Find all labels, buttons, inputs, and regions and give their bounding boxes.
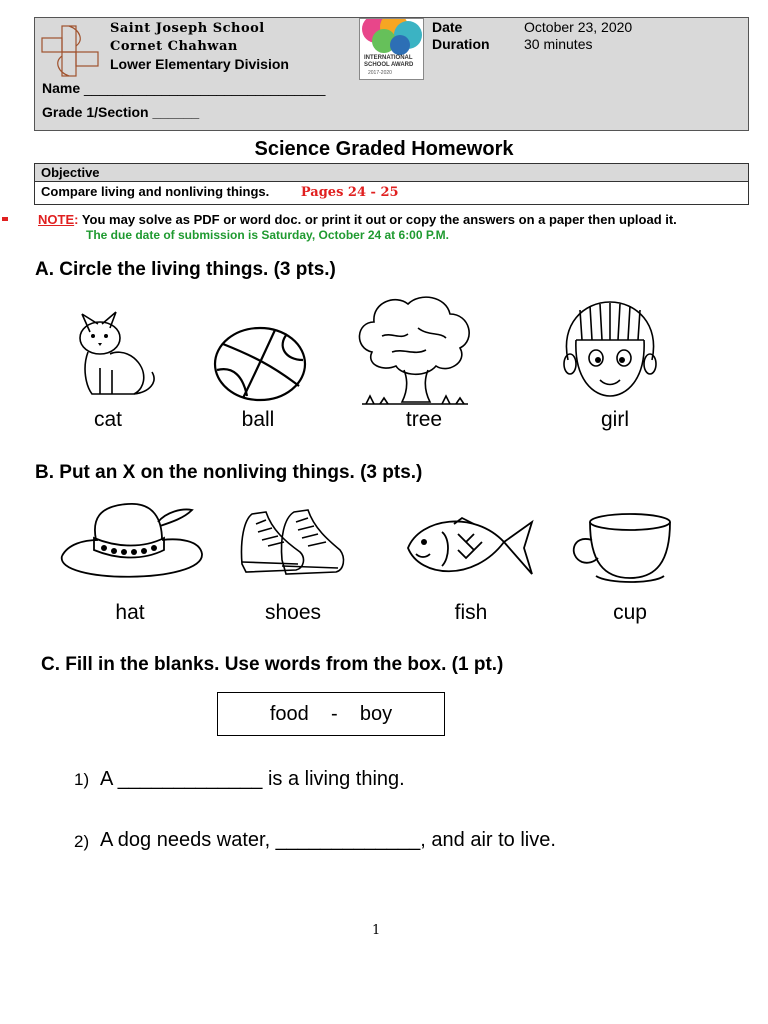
duration-value: 30 minutes (524, 36, 593, 52)
note-line (38, 212, 677, 227)
item-label-ball: ball (241, 408, 275, 431)
cat-icon (74, 308, 160, 400)
item-label-cup: cup (613, 601, 647, 624)
note-colon: : (74, 212, 79, 227)
hat-icon (58, 500, 206, 594)
school-location: Cornet Chahwan (110, 39, 238, 54)
item-label-girl: girl (600, 408, 629, 431)
due-date: The due date of submission is Saturday, October 24 at 6:00 P.M. (86, 228, 449, 242)
page-number: 1 (372, 923, 381, 938)
ball-icon (213, 326, 307, 402)
duration-label: Duration (432, 36, 490, 52)
question-2-number: 2) (74, 832, 90, 851)
objective-pages: Pages 24 - 25 (300, 185, 399, 200)
objective-text: Compare living and nonliving things. (41, 184, 270, 199)
division-label: Lower Elementary Division (110, 56, 289, 72)
item-label-tree: tree (405, 408, 443, 431)
name-label: Name (42, 80, 81, 96)
item-label-cat: cat (93, 408, 122, 431)
item-label-shoes: shoes (264, 601, 322, 624)
award-text: INTERNATIONAL SCHOOL AWARD (364, 55, 414, 68)
shoes-icon (236, 500, 348, 588)
item-label-hat: hat (115, 601, 145, 624)
objective-header: Objective (35, 164, 748, 182)
objective-table (34, 163, 749, 205)
objective-row (35, 182, 748, 204)
name-blank: _______________________________ (84, 80, 326, 96)
school-logo-icon (40, 24, 102, 80)
question-2-text: A dog needs water, _____________, and air to live. (100, 829, 556, 851)
question-1-text: A _____________ is a living thing. (100, 768, 405, 790)
tree-icon (352, 292, 478, 408)
section-b-heading: B. Put an X on the nonliving things. (3 pts.) (35, 462, 423, 483)
cup-icon (568, 512, 674, 588)
section-a-heading: A. Circle the living things. (3 pts.) (35, 259, 336, 280)
word-box: food - boy (217, 692, 445, 736)
page-title: Science Graded Homework (254, 138, 514, 160)
section-c-heading: C. Fill in the blanks. Use words from the box. (1 pt.) (41, 654, 504, 675)
note-text: You may solve as PDF or word doc. or print it out or copy the answers on a paper then upload it. (78, 212, 677, 227)
date-label: Date (432, 19, 463, 35)
question-1-number: 1) (74, 770, 90, 789)
award-logo (359, 18, 424, 80)
fish-icon (404, 512, 536, 588)
school-name: Saint Joseph School (110, 21, 265, 36)
grade-section-label: Grade 1/Section ______ (42, 104, 200, 120)
margin-mark (2, 217, 8, 221)
girl-icon (560, 300, 660, 400)
award-years: 2017-2020 (368, 70, 392, 76)
item-label-fish: fish (454, 601, 488, 624)
date-value: October 23, 2020 (524, 19, 633, 35)
note-label: NOTE (38, 212, 75, 227)
